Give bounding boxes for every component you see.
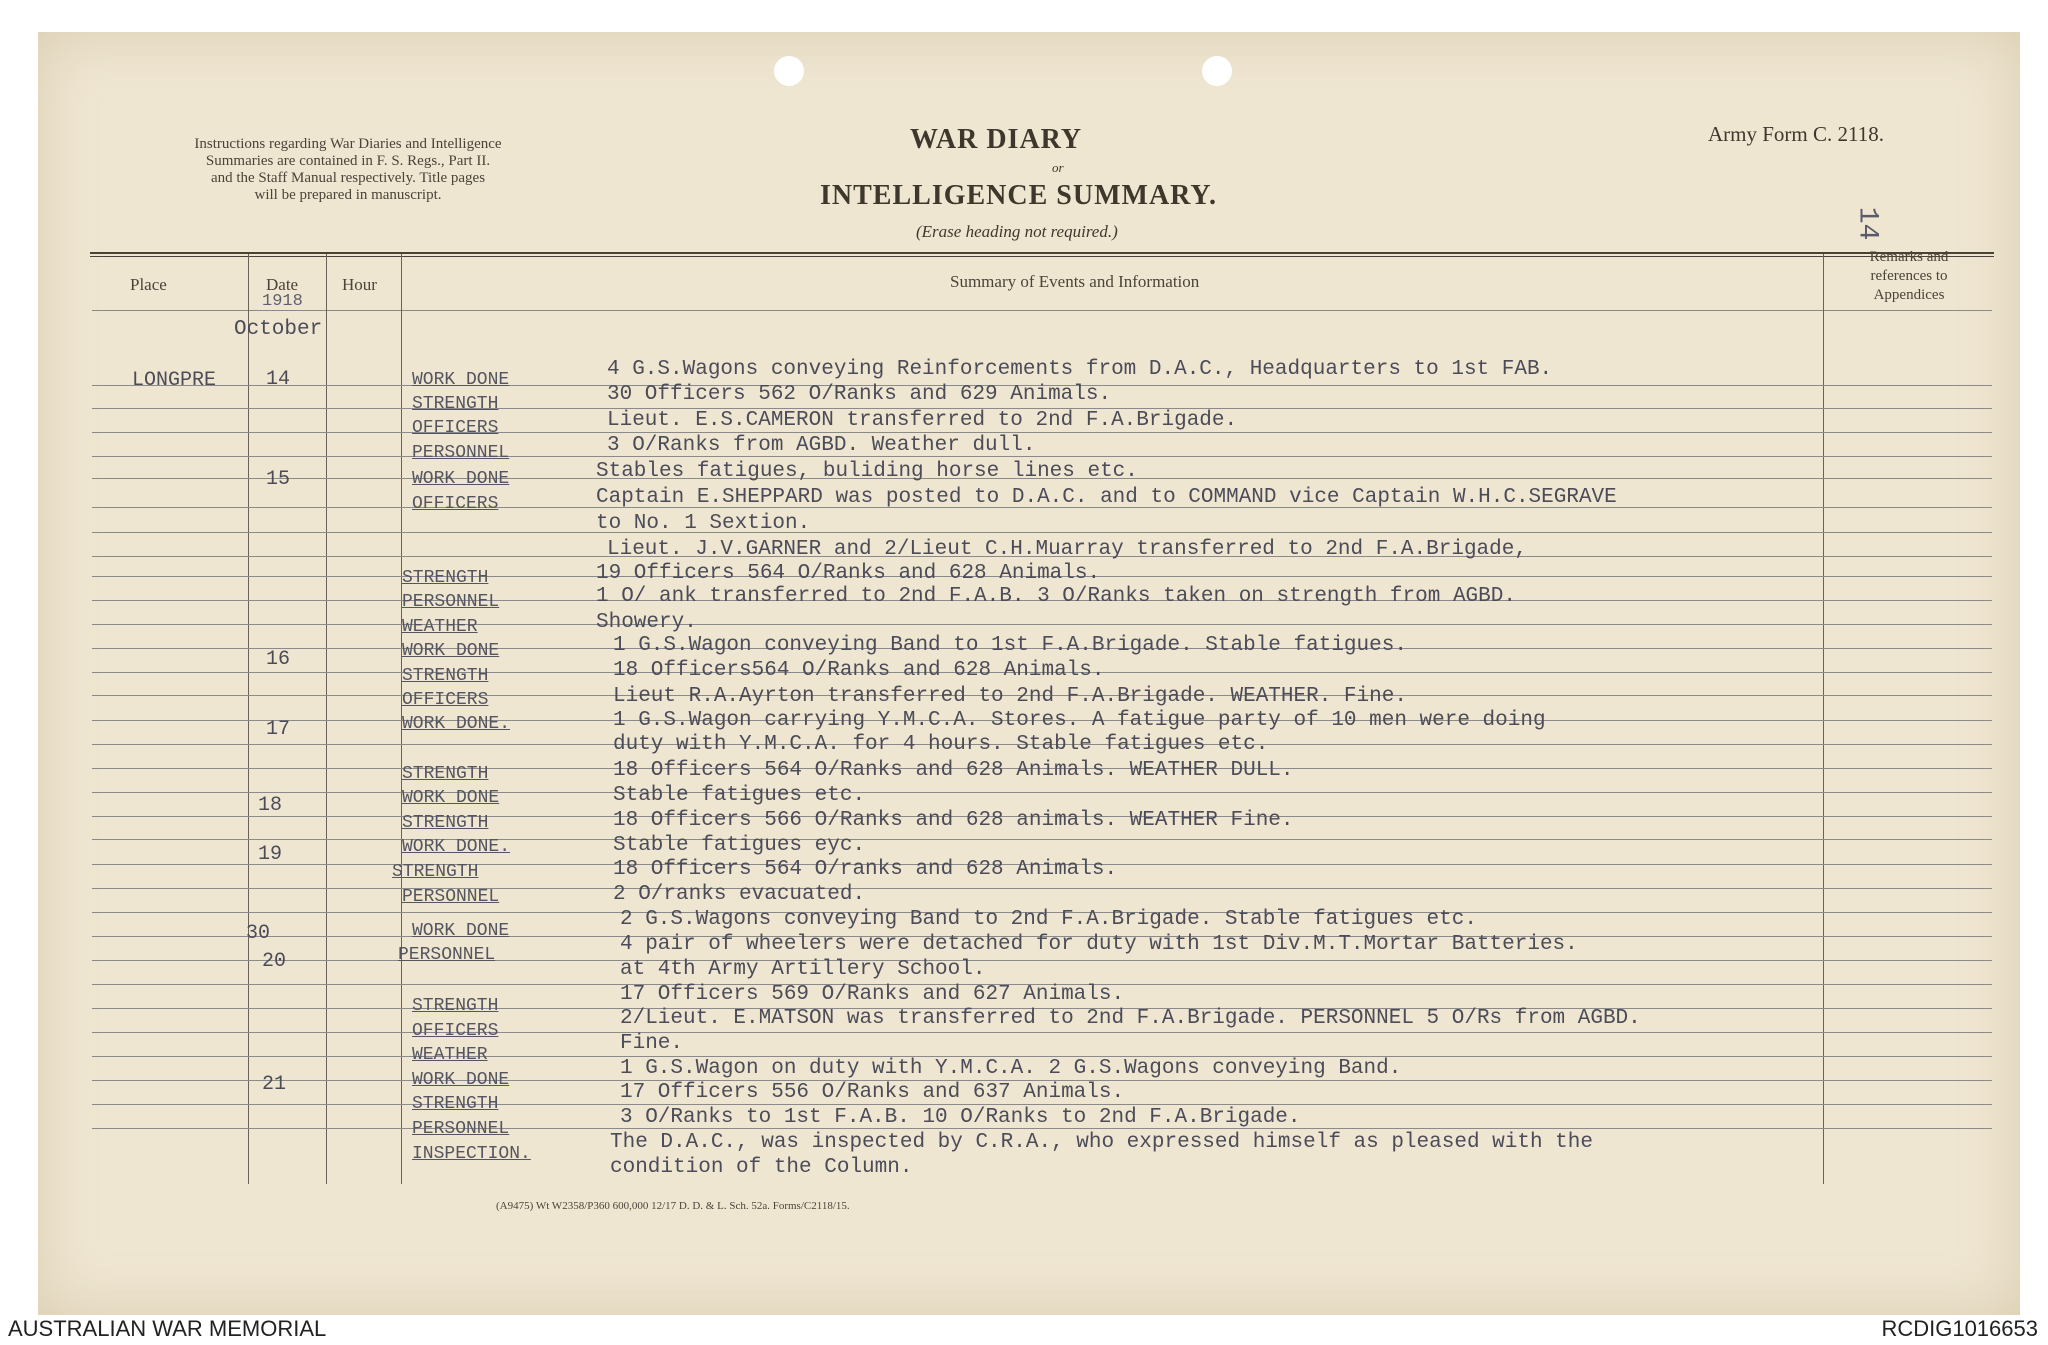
entry-date: 19 — [258, 843, 283, 866]
entry-category: WEATHER — [402, 617, 478, 637]
page-number: 14 — [1851, 206, 1883, 241]
entry-date: 18 — [258, 794, 283, 817]
header-summary: Summary of Events and Information — [950, 272, 1200, 291]
entry-text: Stables fatigues, buliding horse lines etc. — [596, 460, 1138, 483]
entry-text: at 4th Army Artillery School. — [620, 958, 986, 981]
entry-text: Captain E.SHEPPARD was posted to D.A.C. and to COMMAND vice Captain W.H.C.SEGRAVE — [596, 486, 1617, 509]
entry-category: STRENGTH — [402, 666, 489, 686]
entry-text: 18 Officers 566 O/Ranks and 628 animals. WEATHER Fine. — [613, 809, 1294, 832]
ruled-line — [92, 456, 1992, 457]
entry-category: STRENGTH — [402, 813, 489, 833]
army-form-number: Army Form C. 2118. — [1708, 122, 1884, 146]
entry-category: PERSONNEL — [402, 887, 500, 907]
entry-category: WEATHER — [412, 1045, 488, 1065]
header-year: 1918 — [262, 292, 303, 311]
punch-hole — [774, 56, 804, 86]
entry-text: 2 O/ranks evacuated. — [613, 883, 866, 906]
entry-text: 19 Officers 564 O/Ranks and 628 Animals. — [596, 562, 1101, 585]
erase-note: (Erase heading not required.) — [916, 222, 1118, 241]
column-divider — [1823, 254, 1824, 1184]
entry-text: Lieut. E.S.CAMERON transferred to 2nd F.A.Brigade. — [607, 409, 1238, 432]
remarks-line: references to — [1870, 268, 1948, 284]
entry-date: 30 — [246, 922, 271, 945]
entry-text: Lieut R.A.Ayrton transferred to 2nd F.A.Brigade. WEATHER. Fine. — [613, 685, 1407, 708]
entry-text: Stable fatigues eyc. — [613, 834, 866, 857]
table-top-rule — [90, 256, 1994, 257]
header-rule — [92, 310, 1992, 311]
ruled-line — [92, 839, 1992, 840]
entry-text: 18 Officers 564 O/Ranks and 628 Animals. WEATHER DULL. — [613, 759, 1294, 782]
entry-category: INSPECTION. — [412, 1144, 531, 1164]
entry-date: 21 — [262, 1073, 287, 1096]
header-date: Date — [266, 275, 299, 294]
form-print-code: (A9475) Wt W2358/P360 600,000 12/17 D. D. & L. Sch. 52a. Forms/C2118/15. — [496, 1200, 850, 1212]
entry-category: WORK DONE — [402, 641, 500, 661]
entry-category: STRENGTH — [412, 394, 499, 414]
entry-text: 2 G.S.Wagons conveying Band to 2nd F.A.Brigade. Stable fatigues etc. — [620, 908, 1477, 931]
column-divider — [326, 254, 327, 1184]
entry-text: 17 Officers 556 O/Ranks and 637 Animals. — [620, 1081, 1125, 1104]
entry-category: WORK DONE — [412, 469, 510, 489]
entry-category: PERSONNEL — [412, 1119, 510, 1139]
ruled-line — [92, 432, 1992, 433]
entry-text: 3 O/Ranks from AGBD. Weather dull. — [607, 434, 1036, 457]
month: October — [234, 318, 323, 341]
header-remarks — [1834, 248, 1984, 305]
entry-date: 14 — [266, 368, 291, 391]
entry-category: OFFICERS — [412, 494, 499, 514]
entry-category: STRENGTH — [402, 764, 489, 784]
entry-text: 3 O/Ranks to 1st F.A.B. 10 O/Ranks to 2nd F.A.Brigade. — [620, 1106, 1301, 1129]
ruled-line — [92, 792, 1992, 793]
header-place: Place — [130, 275, 167, 294]
entry-category: WORK DONE — [412, 921, 510, 941]
entry-date: 20 — [262, 950, 287, 973]
place-name: LONGPRE — [132, 369, 217, 392]
punch-hole — [1202, 56, 1232, 86]
ruled-line — [92, 624, 1992, 625]
entry-category: STRENGTH — [402, 568, 489, 588]
entry-category: OFFICERS — [412, 1021, 499, 1041]
entry-text: 18 Officers564 O/Ranks and 628 Animals. — [613, 659, 1105, 682]
instructions-line: Instructions regarding War Diaries and Intelligence — [194, 136, 502, 152]
remarks-line: Remarks and — [1869, 249, 1949, 265]
entry-text: The D.A.C., was inspected by C.R.A., who expressed himself as pleased with the — [610, 1131, 1593, 1154]
title-war-diary: WAR DIARY — [910, 124, 1083, 155]
entry-category: STRENGTH — [392, 862, 479, 882]
entry-category: WORK DONE — [402, 788, 500, 808]
entry-text: condition of the Column. — [610, 1156, 913, 1179]
entry-category: WORK DONE — [412, 1070, 510, 1090]
title-intelligence-summary: INTELLIGENCE SUMMARY. — [820, 180, 1218, 211]
entry-text: 1 G.S.Wagon on duty with Y.M.C.A. 2 G.S.Wagons conveying Band. — [620, 1057, 1402, 1080]
title-or: or — [1052, 160, 1064, 175]
ruled-line — [92, 1104, 1992, 1105]
entry-text: 4 G.S.Wagons conveying Reinforcements from D.A.C., Headquarters to 1st FAB. — [607, 358, 1553, 381]
entry-text: Stable fatigues etc. — [613, 784, 866, 807]
instructions-line: Summaries are contained in F. S. Regs., Part II. — [205, 153, 491, 169]
entry-category: PERSONNEL — [412, 443, 510, 463]
entry-text: 17 Officers 569 O/Ranks and 627 Animals. — [620, 983, 1125, 1006]
entry-date: 17 — [266, 718, 291, 741]
entry-text: 1 G.S.Wagon carrying Y.M.C.A. Stores. A fatigue party of 10 men were doing — [613, 709, 1546, 732]
instructions-note — [98, 136, 598, 204]
entry-text: duty with Y.M.C.A. for 4 hours. Stable fatigues etc. — [613, 733, 1269, 756]
entry-category: WORK DONE. — [402, 837, 511, 857]
entry-category: STRENGTH — [412, 996, 499, 1016]
column-divider — [248, 254, 249, 1184]
entry-text: 2/Lieut. E.MATSON was transferred to 2nd F.A.Brigade. PERSONNEL 5 O/Rs from AGBD. — [620, 1007, 1641, 1030]
entry-text: Fine. — [620, 1032, 684, 1055]
entry-text: Lieut. J.V.GARNER and 2/Lieut C.H.Muarray transferred to 2nd F.A.Brigade, — [607, 538, 1527, 561]
ruled-line — [92, 960, 1992, 961]
entry-category: STRENGTH — [412, 1094, 499, 1114]
header-hour: Hour — [342, 275, 377, 294]
entry-text: 30 Officers 562 O/Ranks and 629 Animals. — [607, 383, 1112, 406]
entry-category: PERSONNEL — [398, 945, 496, 965]
entry-text: Showery. — [596, 611, 697, 634]
entry-date: 15 — [266, 468, 291, 491]
entry-text: to No. 1 Sextion. — [596, 512, 811, 535]
remarks-line: Appendices — [1873, 287, 1945, 303]
credit-left: AUSTRALIAN WAR MEMORIAL — [8, 1316, 327, 1341]
entry-text: 1 G.S.Wagon conveying Band to 1st F.A.Brigade. Stable fatigues. — [613, 634, 1407, 657]
entry-text: 4 pair of wheelers were detached for duty with 1st Div.M.T.Mortar Batteries. — [620, 933, 1578, 956]
credit-right: RCDIG1016653 — [1881, 1316, 2038, 1341]
entry-category: WORK DONE. — [402, 714, 511, 734]
ruled-line — [92, 532, 1992, 533]
instructions-line: will be prepared in manuscript. — [254, 187, 442, 203]
entry-category: PERSONNEL — [402, 592, 500, 612]
entry-text: 18 Officers 564 O/ranks and 628 Animals. — [613, 858, 1118, 881]
ruled-line — [92, 888, 1992, 889]
instructions-line: and the Staff Manual respectively. Title pages — [210, 170, 486, 186]
entry-text: 1 O/ ank transferred to 2nd F.A.B. 3 O/Ranks taken on strength from AGBD. — [596, 585, 1516, 608]
ruled-line — [92, 1032, 1992, 1033]
entry-category: WORK DONE — [412, 370, 510, 390]
entry-date: 16 — [266, 648, 291, 671]
entry-category: OFFICERS — [402, 690, 489, 710]
table-top-rule — [90, 252, 1994, 254]
entry-category: OFFICERS — [412, 418, 499, 438]
